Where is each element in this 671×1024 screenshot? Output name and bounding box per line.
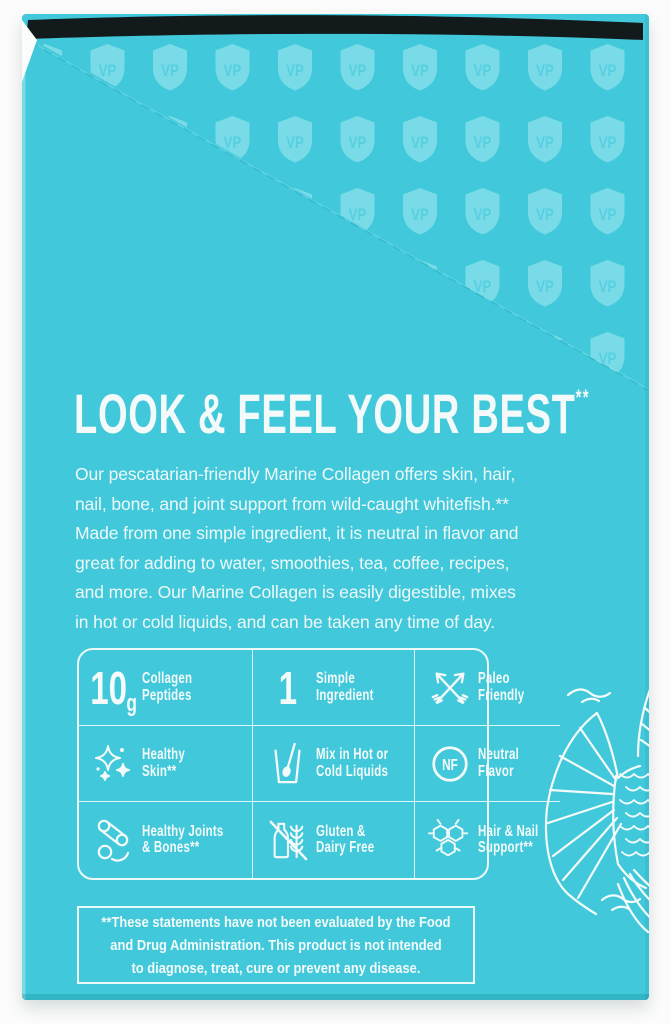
fda-disclaimer-text: **These statements have not been evaluated by the Food and Drug Administration. This product is not intended to diagnose, treat, cure or prevent any disease.: [101, 913, 451, 977]
product-box-back-panel: [22, 14, 649, 1000]
honeycomb-icon: [427, 819, 473, 861]
panel-heading-text: LOOK & FEEL YOUR BEST: [74, 382, 576, 445]
panel-heading: [74, 382, 590, 445]
benefit-label: Gluten & Dairy Free: [316, 822, 375, 856]
benefit-cell-mix-liquids: [253, 726, 415, 802]
ingredient-count-stat: 1: [278, 661, 298, 714]
bottom-edge-shadow: [22, 994, 649, 1000]
fish-scales: [620, 774, 649, 856]
benefit-cell-paleo-friendly: [415, 650, 560, 726]
joint-bone-icon: [92, 817, 136, 863]
benefit-label: Healthy Skin**: [142, 746, 185, 780]
crossed-arrows-icon: [429, 667, 471, 709]
benefit-cell-simple-ingredient: [253, 650, 415, 726]
left-edge-highlight: [22, 74, 26, 1000]
cup-spoon-icon: [267, 742, 309, 786]
benefit-label: Healthy Joints & Bones**: [142, 822, 224, 856]
benefit-cell-gluten-dairy-free: [253, 802, 415, 878]
collagen-grams-stat: 10g: [90, 661, 137, 717]
nf-badge-icon: [429, 743, 471, 785]
benefit-label: Simple Ingredient: [316, 670, 374, 704]
benefit-cell-collagen-peptides: [79, 650, 253, 726]
benefit-cell-hair-nail: [415, 802, 560, 878]
fda-disclaimer-box: [77, 906, 475, 984]
water-squiggle-top: [568, 689, 610, 696]
benefit-cell-healthy-skin: [79, 726, 253, 802]
benefit-label: Neutral Flavor: [477, 746, 520, 780]
gluten-dairy-free-icon: [267, 817, 309, 863]
benefit-cell-neutral-flavor: [415, 726, 560, 802]
box-top-edge: [26, 15, 643, 40]
heading-asterisks: **: [575, 385, 590, 410]
right-edge-shadow: [645, 14, 649, 1000]
benefit-label: Mix in Hot or Cold Liquids: [316, 746, 389, 780]
fish-illustration: [546, 674, 649, 932]
benefit-label: Collagen Peptides: [142, 670, 193, 704]
nf-badge-text: NF: [442, 754, 458, 773]
benefit-cell-healthy-joints: [79, 802, 253, 878]
product-description: Our pescatarian-friendly Marine Collagen offers skin, hair, nail, bone, and joint support from wild-caught whitefish.** Made from one simple ingredient, it is neutral in flavor and great for adding to water, smoothies, tea, coffee, recipes, and more. Our Marine Collagen is easily digestible, mixes in hot or cold liquids, and can be taken any time of day.: [75, 464, 519, 632]
benefits-grid: [77, 648, 539, 880]
sparkles-icon: [92, 742, 136, 786]
benefit-label: Paleo Friendly: [477, 670, 525, 704]
benefit-label: Hair & Nail Support**: [477, 822, 539, 856]
